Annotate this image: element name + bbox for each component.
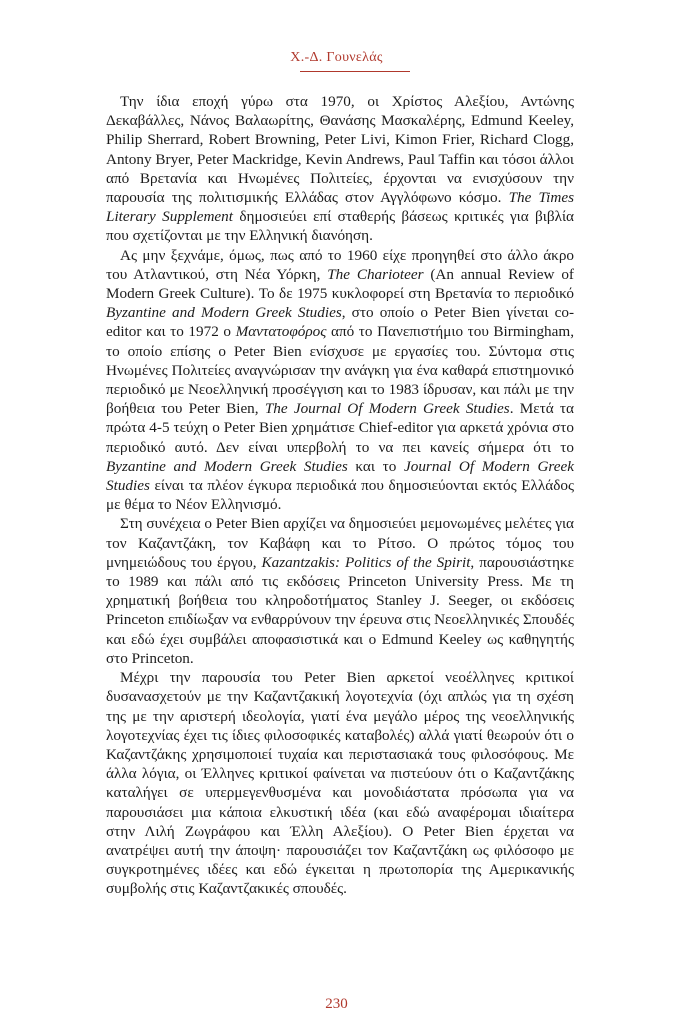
text-run: Ας μην ξεχνάμε, όμως, πως από το 1960 είχε προηγηθεί στο άλλο άκρο του Ατλαντικού, στη Νέα Υόρκη, <box>106 246 574 283</box>
paragraph <box>106 514 574 668</box>
text-run: . Μετά τα πρώτα 4-5 τεύχη ο Peter Bien χρημάτισε Chief-editor για αρκετά χρόνια στο περιοδικό αυτό. Δεν είναι υπερβολή το να πει κανείς σήμερα ότι το <box>106 400 574 456</box>
running-head-rule <box>300 71 410 72</box>
text-run: δημοσιεύει επί σταθερής βάσεως κριτικές για βιβλία που σχετίζονται με την Ελληνική διανόηση. <box>106 208 574 245</box>
italic-title-text: The Journal Of Modern Greek Studies <box>264 400 510 418</box>
paragraph <box>106 246 574 515</box>
paragraph <box>106 668 574 898</box>
text-run: Την ίδια εποχή γύρω στα 1970, οι Χρίστος Αλεξίου, Αντώνης Δεκαβάλλες, Νάνος Βαλαωρίτης, Θανάσης Μασκαλέρης, Edmund Keeley, Philip Sherrard, Robert Browning, Peter Livi, Kimon Frier, Richard Clogg, Antony Bryer, Peter Mackridge, Kevin Andrews, Paul Taffin και τόσοι άλλοι από Βρετανία και Ηνωμένες Πολιτείες, έρχονται να ενισχύσουν την παρουσία της πολιτισμικής Ελλάδας στον Αγγλόφωνο κόσμο. <box>106 93 574 207</box>
italic-title-text: Byzantine and Modern Greek Studies <box>106 457 348 475</box>
text-run: , στο οποίο ο Peter Bien γίνεται co-editor και το 1972 ο <box>106 304 574 341</box>
italic-title-text: Μαντατοφόρος <box>235 323 327 341</box>
text-run: είναι τα πλέον έγκυρα περιοδικά που δημοσιεύονται εκτός Ελλάδος με θέμα το Νέον Ελληνισμό. <box>106 477 574 514</box>
text-run: από το Πανεπιστήμιο του Birmingham, το οποίο επίσης ο Peter Bien ενίσχυσε με εργασίες του. Σύντομα στις Ηνωμένες Πολιτείες αναγνώρισαν την ανάγκη για ένα καθαρά επιστημονικό περιοδικό με Νεοελληνική προσέγγιση και το 1983 ίδρυσαν, και πάλι με την βοήθεια του Peter Bien, <box>106 323 574 418</box>
page-number: 230 <box>325 996 348 1012</box>
running-head: Χ.-Δ. Γουνελάς <box>290 50 383 65</box>
text-run: Στη συνέχεια ο Peter Bien αρχίζει να δημοσιεύει μεμονωμένες μελέτες για τον Καζαντζάκη, τον Καβάφη και το Ρίτσο. Ο πρώτος τόμος του μνημειώδους του έργου, <box>106 515 574 571</box>
italic-title-text: Byzantine and Modern Greek Studies <box>106 304 342 322</box>
italic-title-text: Kazantzakis: Politics of the Spirit <box>261 553 471 571</box>
italic-title-text: The Times Literary Supplement <box>106 189 574 226</box>
paragraph <box>106 92 574 246</box>
text-run: , παρουσιάστηκε το 1989 και πάλι από τις εκδόσεις Princeton University Press. Με τη χρηματική βοήθεια του κληροδοτήματος Stanley J. Seeger, οι εκδόσεις Princeton επιδίωξαν να ενθαρρύνουν την έρευνα στις Νεοελληνικές Σπουδές και εδώ έχει συμβάλει αποφασιστικά και ο Edmund Keeley ως καθηγητής στο Princeton. <box>106 553 574 667</box>
text-run: Μέχρι την παρουσία του Peter Bien αρκετοί νεοέλληνες κριτικοί δυσανασχετούν με την Καζαντζακική λογοτεχνία (όχι απλώς για τη σχέση της με την αριστερή ιδεολογία, γιατί ένα μεγάλο μέρος της νεοελληνικής λογοτεχνίας έχει τις ίδιες φιλοσοφικές καταβολές) αλλά γιατί θεωρούν ότι ο Καζαντζάκης χρησιμοποιεί τυχαία και περιστασιακά τους φιλοσόφους. Με άλλα λόγια, οι Έλληνες κριτικοί φαίνεται να πιστεύουν ότι ο Καζαντζάκης καταλήγει σε υπερμεγενθυσμένα και μονοδιάστατα πρόσωπα για να παρουσιάσει μια κάποια ελκυστική ιδέα (και εδώ αναφέρομαι ιδιαίτερα στην Λιλή Ζωγράφου και Έλλη Αλεξίου). Ο Peter Bien έρχεται να ανατρέψει αυτή την άποψη· παρουσιάζει τον Καζαντζάκη ως φιλόσοφο με συγκροτημένες ιδέες και εδώ έγκειται η πρωτοπορία της Αμερικανικής συμβολής στις Καζαντζακικές σπουδές. <box>106 669 574 898</box>
italic-title-text: The Charioteer <box>327 265 424 283</box>
text-run: (An annual Review of Modern Greek Culture). Το δε 1975 κυκλοφορεί στη Βρετανία το περιοδικό <box>106 265 574 303</box>
body-text <box>106 92 574 899</box>
italic-title-text: Journal Of Modern Greek Studies <box>106 457 574 495</box>
text-run: και το <box>347 457 404 475</box>
